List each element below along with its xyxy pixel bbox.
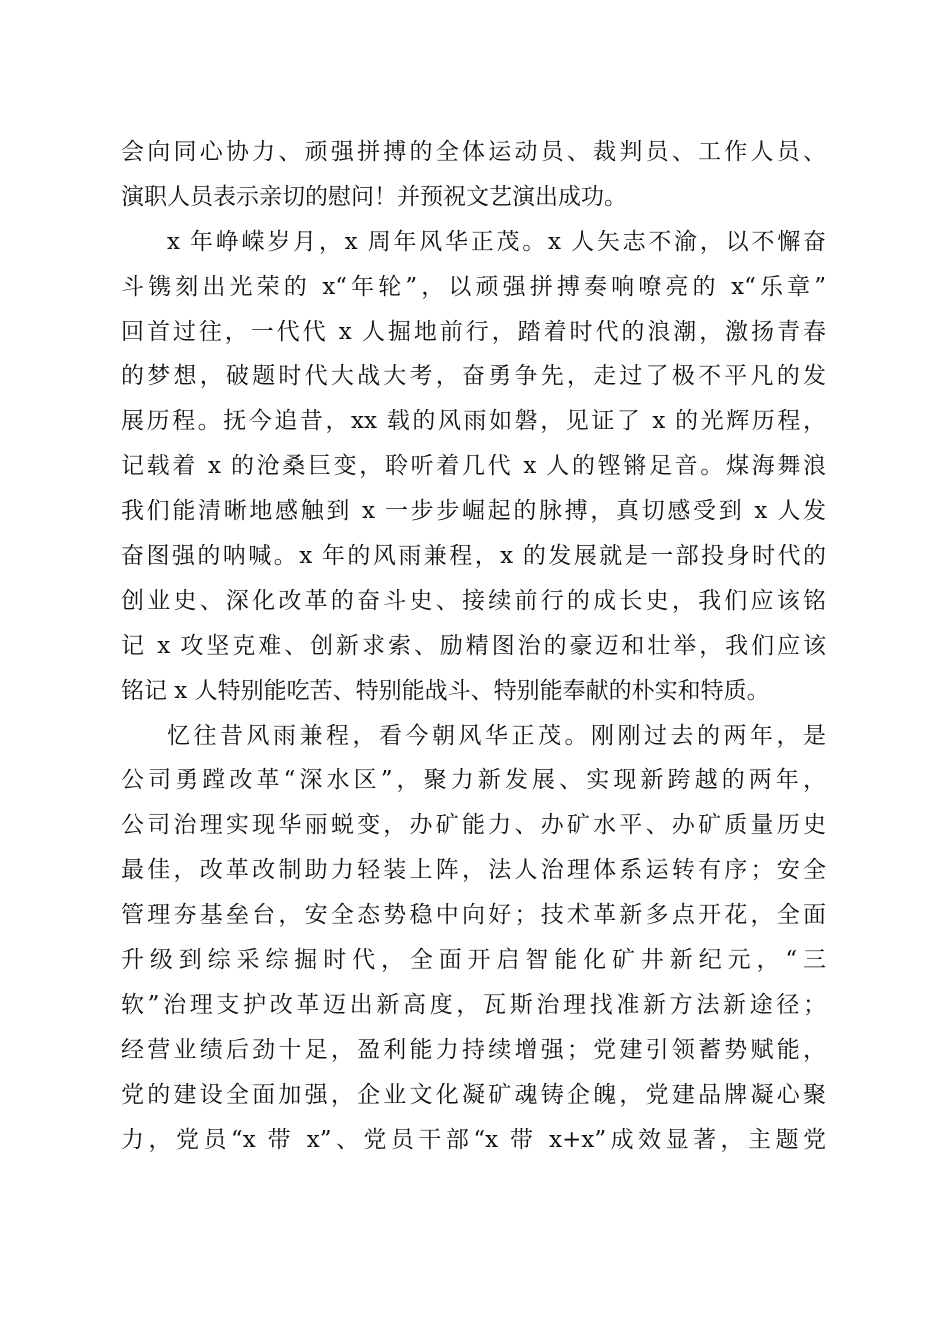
paragraph-1-line-2: 演职人员表示亲切的慰问！并预祝文艺演出成功。 xyxy=(121,183,627,210)
paragraph-2-line-3: 回首过往，一代代 x 人掘地前行，踏着时代的浪潮，激扬青春 xyxy=(121,318,826,345)
document-body xyxy=(121,130,826,1162)
paragraph-3-line-10: 力，党员“x 带 x”、党员干部“x 带 x+x”成效显著，主题党 xyxy=(121,1126,826,1153)
paragraph-1-line-1: 会向同心协力、顽强拼搏的全体运动员、裁判员、工作人员、 xyxy=(121,139,826,165)
paragraph-3-line-7: 软”治理支护改革迈出新高度，瓦斯治理找准新方法新途径； xyxy=(121,991,826,1018)
paragraph-2-line-10: 记 x 攻坚克难、创新求索、励精图治的豪迈和壮举，我们应该 xyxy=(121,632,826,659)
paragraph-3-line-5: 管理夯基垒台，安全态势稳中向好；技术革新多点开花，全面 xyxy=(121,902,826,929)
paragraph-2-line-1: x 年峥嵘岁月，x 周年风华正茂。x 人矢志不渝，以不懈奋 xyxy=(167,228,826,255)
paragraph-3-line-4: 最佳，改革改制助力轻装上阵，法人治理体系运转有序；安全 xyxy=(121,857,826,884)
paragraph-2-line-4: 的梦想，破题时代大战大考，奋勇争先，走过了极不平凡的发 xyxy=(121,363,826,390)
paragraph-3-line-3: 公司治理实现华丽蜕变，办矿能力、办矿水平、办矿质量历史 xyxy=(121,812,826,839)
paragraph-3-line-9: 党的建设全面加强，企业文化凝矿魂铸企魄，党建品牌凝心聚 xyxy=(121,1081,826,1108)
paragraph-2-line-7: 我们能清晰地感触到 x 一步步崛起的脉搏，真切感受到 x 人发 xyxy=(121,498,826,525)
paragraph-2-line-8: 奋图强的呐喊。x 年的风雨兼程，x 的发展就是一部投身时代的 xyxy=(121,543,826,570)
paragraph-2-line-5: 展历程。抚今追昔，xx 载的风雨如磐，见证了 x 的光辉历程， xyxy=(121,408,826,435)
paragraph-3-line-6: 升级到综采综掘时代，全面开启智能化矿井新纪元，“三 xyxy=(121,947,826,974)
paragraph-3-line-8: 经营业绩后劲十足，盈利能力持续增强；党建引领蓄势赋能， xyxy=(121,1036,826,1063)
paragraph-2-line-6: 记载着 x 的沧桑巨变，聆听着几代 x 人的铿锵足音。煤海舞浪 xyxy=(121,453,826,480)
paragraph-2-line-2: 斗镌刻出光荣的 x“年轮”，以顽强拼搏奏响嘹亮的 x“乐章” xyxy=(121,273,826,300)
paragraph-2-line-11: 铭记 x 人特别能吃苦、特别能战斗、特别能奉献的朴实和特质。 xyxy=(121,677,770,704)
paragraph-3-line-2: 公司勇蹚改革“深水区”，聚力新发展、实现新跨越的两年， xyxy=(121,767,826,794)
paragraph-2-line-9: 创业史、深化改革的奋斗史、接续前行的成长史，我们应该铭 xyxy=(121,587,826,614)
paragraph-3-line-1: 忆往昔风雨兼程，看今朝风华正茂。刚刚过去的两年，是 xyxy=(167,722,826,749)
